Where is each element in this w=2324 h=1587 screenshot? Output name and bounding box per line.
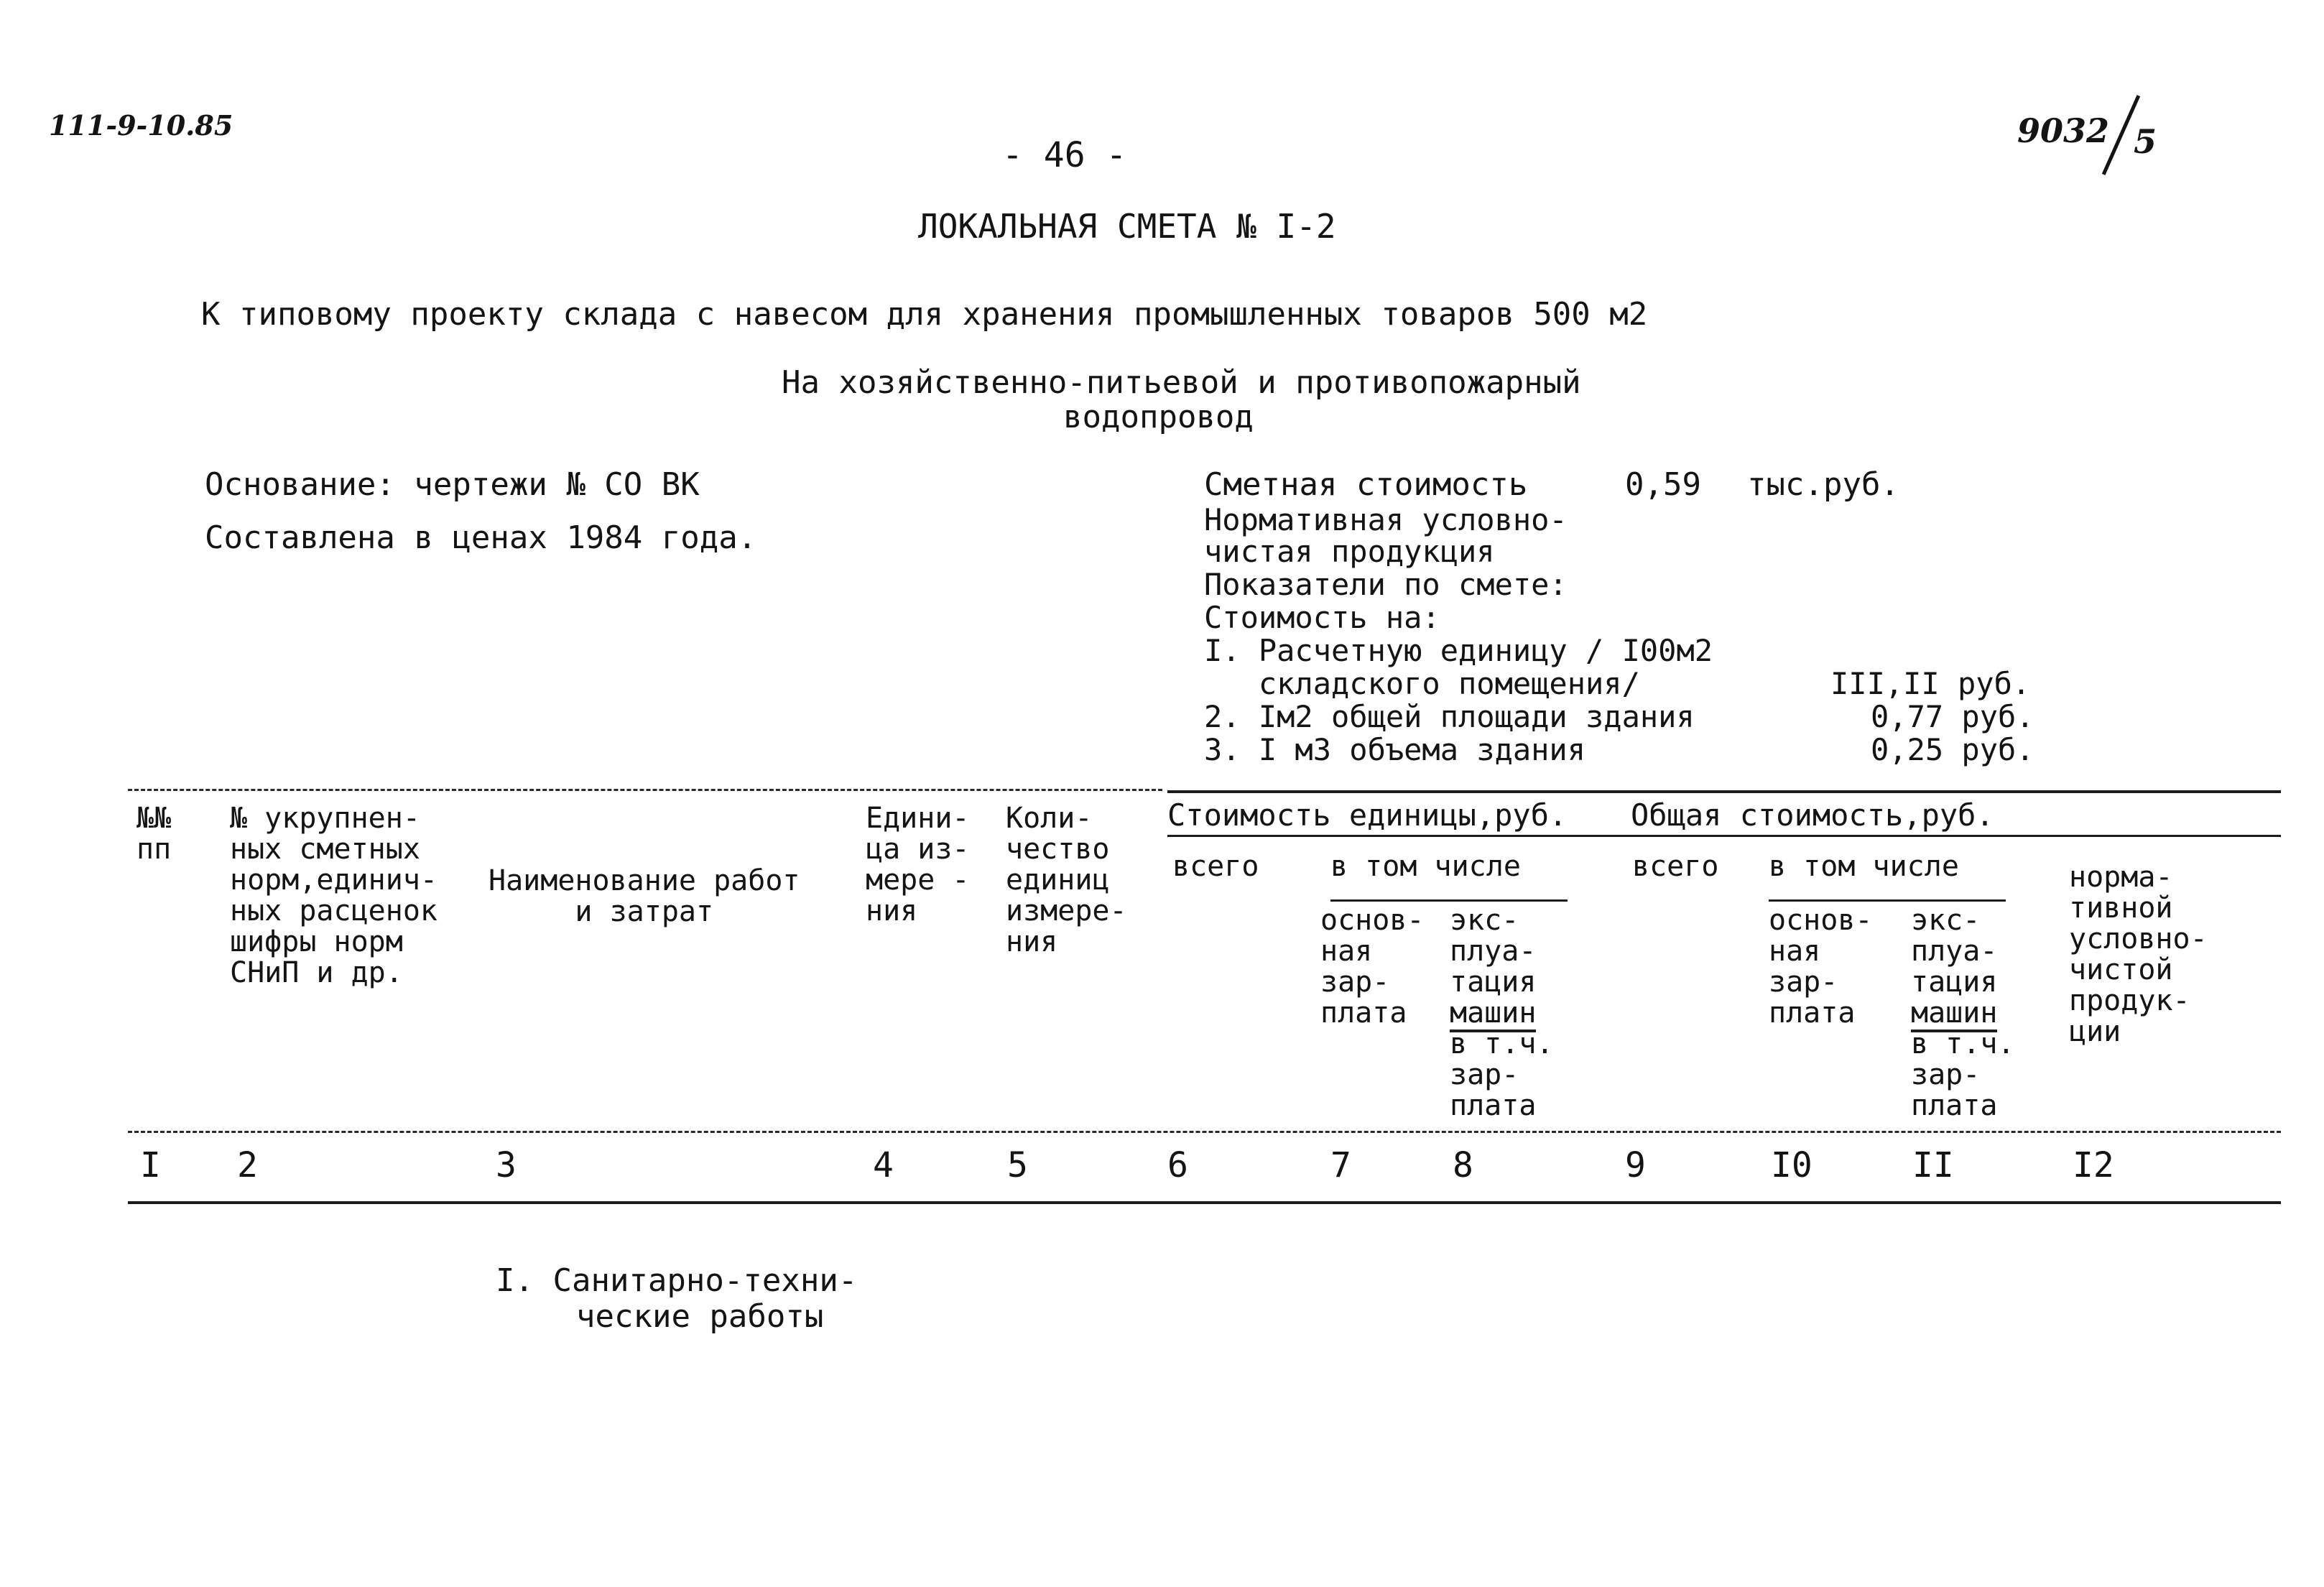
header-total-basic-wage: основ- ная зар- плата [1769, 904, 1873, 1030]
normative-line2: чистая продукция [1204, 534, 1495, 569]
section-heading-line2: ческие работы [576, 1298, 824, 1335]
column-number: I2 [2073, 1145, 2114, 1185]
column-number: 6 [1167, 1145, 1188, 1185]
header-total-incl: в том числе [1769, 850, 1959, 883]
header-quantity: Коли- чество единиц измере- ния [1006, 802, 1127, 958]
page-number: - 46 - [1002, 135, 1127, 175]
header-normative-product: норма- тивной условно- чистой продук- ции [2069, 861, 2208, 1048]
header-total-all: всего [1632, 850, 1719, 883]
header-total-machines [1911, 905, 2015, 1121]
header-total-machines-label: машин [1911, 996, 1997, 1032]
column-number: I [140, 1145, 161, 1185]
header-unit-machines [1450, 905, 1554, 1121]
indicators-label: Показатели по смете: [1204, 567, 1568, 602]
indicator-1-line1: I. Расчетную единицу / I00м2 [1204, 633, 1713, 668]
header-unit-machines-wage: в т.ч. зар- плата [1450, 1027, 1554, 1122]
document-code: 111-9-10.85 [49, 109, 233, 142]
section-title-line2: водопровод [1063, 399, 1254, 435]
estimate-title: ЛОКАЛЬНАЯ СМЕТА № I-2 [918, 207, 1336, 246]
column-number: 2 [237, 1145, 258, 1185]
header-unit-machines-top: экс- плуа- тация [1450, 904, 1537, 999]
cost-per-label: Стоимость на: [1204, 600, 1440, 635]
column-number: 8 [1453, 1145, 1473, 1185]
estimated-cost-value: 0,59 [1625, 466, 1701, 503]
header-unit-all: всего [1172, 850, 1259, 883]
column-number: 9 [1625, 1145, 1646, 1185]
cost-group-rule [1167, 835, 2281, 837]
header-unit: Едини- ца из- мере - ния [866, 802, 970, 927]
table-top-rule [1167, 790, 2281, 793]
normative-line1: Нормативная условно- [1204, 502, 1568, 537]
column-number: 3 [496, 1145, 517, 1185]
indicator-3-value: 0,25 руб. [1871, 732, 2034, 767]
header-work-name: Наименование работ и затрат [489, 864, 800, 928]
table-top-rule-dashed [128, 789, 1162, 791]
total-incl-rule [1769, 899, 2006, 902]
basis-line: Основание: чертежи № СО ВК [205, 466, 700, 503]
header-unit-incl: в том числе [1330, 850, 1521, 883]
estimate-subtitle: К типовому проекту склада с навесом для хранения промышленных товаров 500 м2 [201, 296, 1648, 333]
header-unit-basic-wage: основ- ная зар- плата [1320, 904, 1425, 1030]
estimated-cost-unit: тыс.руб. [1747, 466, 1899, 503]
column-number: 5 [1007, 1145, 1028, 1185]
column-number: I0 [1771, 1145, 1813, 1185]
header-unit-machines-label: машин [1450, 996, 1536, 1032]
indicator-3: 3. I м3 объема здания [1204, 732, 1586, 767]
column-numbers-rule [128, 1201, 2281, 1204]
column-number: 7 [1330, 1145, 1351, 1185]
header-bottom-rule [128, 1131, 2281, 1133]
price-level-line: Составлена в ценах 1984 года. [205, 519, 757, 556]
section-title-line1: На хозяйственно-питьевой и противопожарный [782, 364, 1581, 401]
header-total-machines-top: экс- плуа- тация [1911, 904, 1998, 999]
header-total-cost-group: Общая стоимость,руб. [1631, 797, 1994, 833]
unit-incl-rule [1330, 899, 1568, 902]
header-total-machines-wage: в т.ч. зар- плата [1911, 1027, 2015, 1122]
sheet-reference: 9032 [2017, 111, 2110, 150]
column-number: 4 [873, 1145, 894, 1185]
column-number: II [1912, 1145, 1954, 1185]
indicator-2-value: 0,77 руб. [1871, 699, 2034, 734]
estimated-cost-label: Сметная стоимость [1204, 466, 1528, 503]
indicator-1-line2: складского помещения/ [1204, 666, 1640, 701]
header-norm-code: № укрупнен- ных сметных норм,единич- ных расценок шифры норм СНиП и др. [230, 802, 438, 989]
indicator-2: 2. Iм2 общей площади здания [1204, 699, 1695, 734]
header-unit-cost-group: Стоимость единицы,руб. [1167, 797, 1568, 833]
header-row-number: №№ пп [136, 802, 172, 866]
indicator-1-value: III,II руб. [1830, 666, 2031, 701]
sheet-reference-sub: 5 [2134, 122, 2157, 161]
section-heading-line1: I. Санитарно-техни- [496, 1262, 858, 1299]
